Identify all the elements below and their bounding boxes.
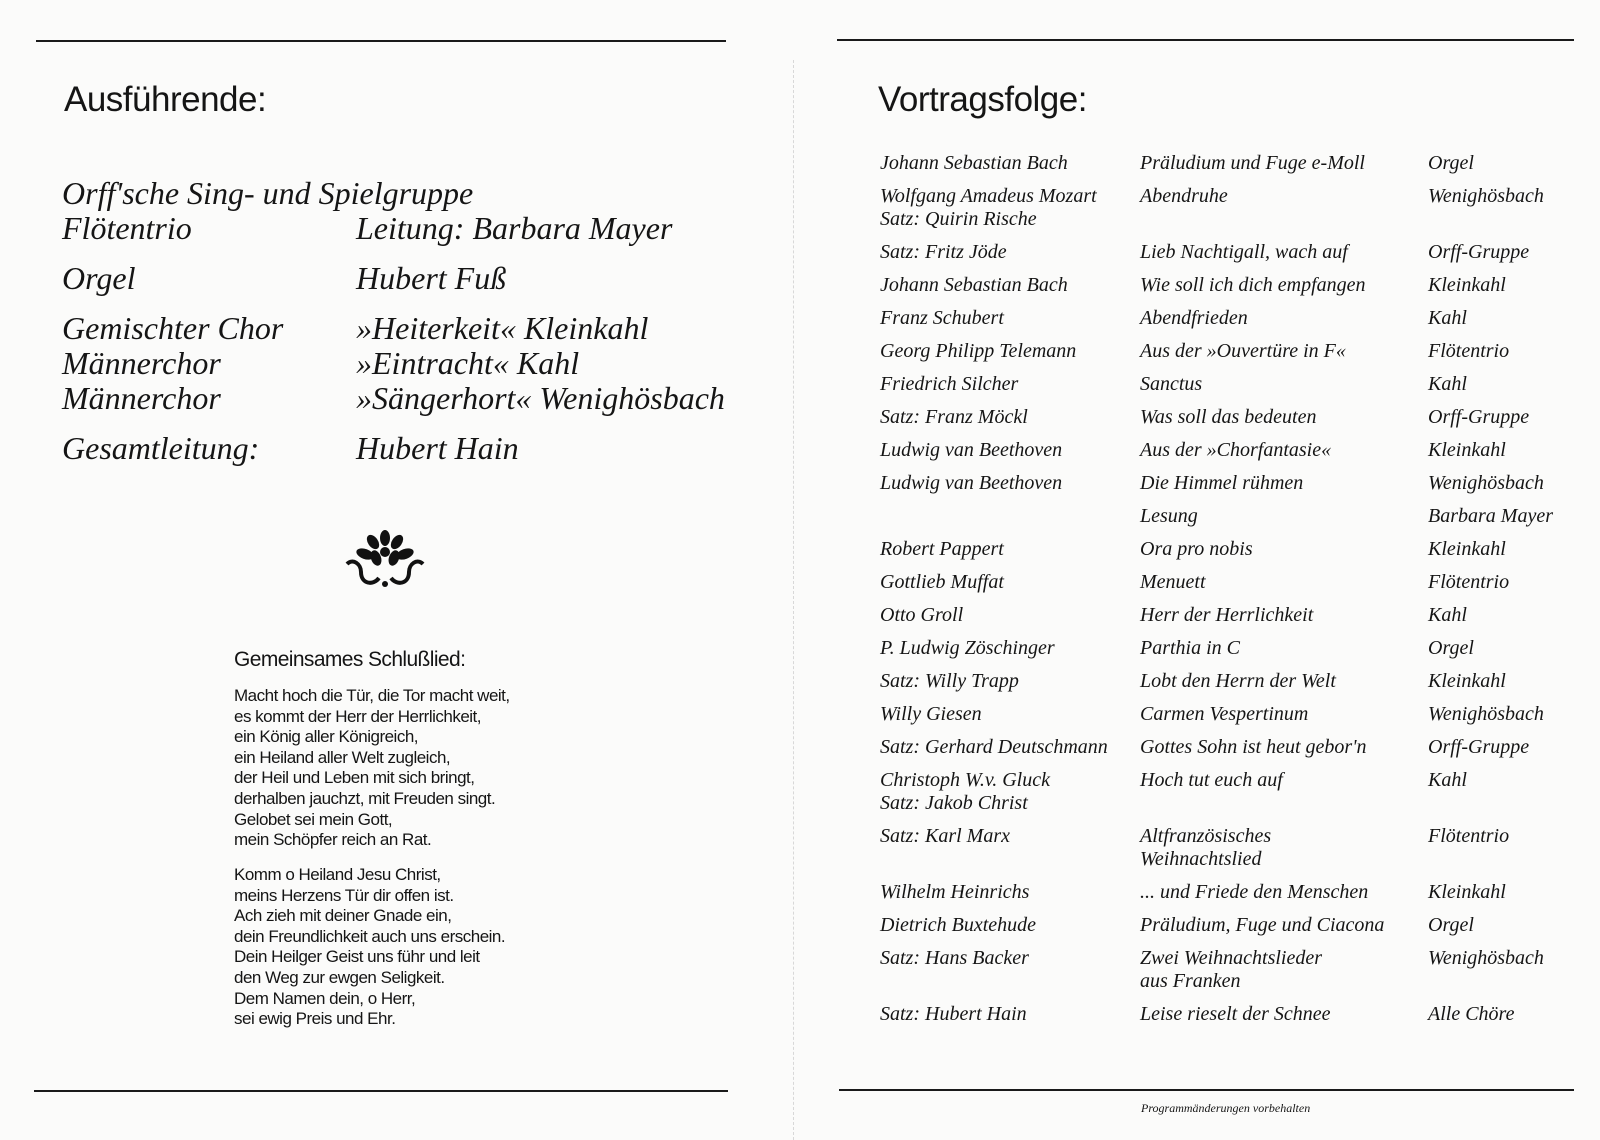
performer-name: Hubert Hain [356, 430, 519, 466]
program-composer-line: P. Ludwig Zöschinger [880, 637, 1055, 659]
program-performer: Flötentrio [1428, 571, 1510, 593]
program-composer-line: Franz Schubert [880, 307, 1004, 329]
program-composer-line: Ludwig van Beethoven [880, 472, 1063, 494]
program-composer-line: Satz: Quirin Rische [880, 208, 1037, 230]
program-composer [880, 274, 1140, 297]
song-line: meins Herzens Tür dir offen ist. [234, 885, 454, 905]
program-item [880, 1003, 1570, 1026]
left-page [0, 0, 790, 1140]
song-line: ein König aller Königreich, [234, 727, 419, 747]
performer-group [62, 431, 762, 466]
program-performer: Kahl [1428, 373, 1467, 395]
performer-row [62, 431, 762, 466]
program-title-line: Weihnachtslied [1140, 848, 1262, 870]
program-performer: Orgel [1428, 152, 1474, 174]
closing-song-title: Gemeinsames Schlußlied: [234, 648, 466, 671]
performer-group [62, 261, 762, 296]
program-performer: Orgel [1428, 637, 1474, 659]
program-performer: Flötentrio [1428, 340, 1510, 362]
program-title-line: Carmen Vespertinum [1140, 703, 1309, 725]
program-composer [880, 340, 1140, 363]
song-line: sei ewig Preis und Ehr. [234, 1009, 396, 1029]
song-stanza-1 [234, 686, 654, 851]
song-line: derhalben jauchzt, mit Freuden singt. [234, 788, 496, 808]
program-title-line: Was soll das bedeuten [1140, 406, 1317, 428]
performer-role: Männerchor [62, 380, 221, 416]
program-composer [880, 825, 1140, 871]
program-item [880, 914, 1570, 937]
program-title-line: Herr der Herrlichkeit [1140, 604, 1314, 626]
program-composer-line: Dietrich Buxtehude [880, 914, 1037, 936]
program-title-line: ... und Friede den Menschen [1140, 881, 1369, 903]
program-title [1140, 152, 1428, 175]
program-item [880, 505, 1570, 528]
program-item [880, 736, 1570, 759]
program-composer-line: Robert Pappert [880, 538, 1004, 560]
program-footnote: Programmänderungen vorbehalten [1141, 1101, 1311, 1115]
song-stanza-2 [234, 865, 654, 1030]
song-line: Ach zieh mit deiner Gnade ein, [234, 906, 452, 926]
song-line: mein Schöpfer reich an Rat. [234, 830, 432, 850]
program-composer [880, 406, 1140, 429]
program-title [1140, 274, 1428, 297]
program-composer [880, 439, 1140, 462]
program-item [880, 604, 1570, 627]
program-title [1140, 439, 1428, 462]
program-composer-line: Satz: Gerhard Deutschmann [880, 736, 1108, 758]
program-performer: Kleinkahl [1428, 881, 1506, 903]
program-composer [880, 505, 1140, 528]
program-title-line: Menuett [1140, 571, 1206, 593]
program-item [880, 274, 1570, 297]
performer-row [62, 381, 762, 416]
program-performer: Kleinkahl [1428, 439, 1506, 461]
program-item [880, 947, 1570, 993]
song-line: den Weg zur ewgen Seligkeit. [234, 967, 445, 987]
program-performer: Kleinkahl [1428, 274, 1506, 296]
program-title [1140, 736, 1428, 759]
program-item [880, 637, 1570, 660]
program-composer-line: Satz: Hubert Hain [880, 1003, 1027, 1025]
program-item [880, 307, 1570, 330]
program-title-line: Präludium und Fuge e-Moll [1140, 152, 1365, 174]
program-composer [880, 881, 1140, 904]
program-performer: Flötentrio [1428, 825, 1510, 847]
program-title [1140, 825, 1428, 871]
program-performer: Wenighösbach [1428, 472, 1544, 494]
program-title-line: Lobt den Herrn der Welt [1140, 670, 1336, 692]
program-performer: Kahl [1428, 307, 1467, 329]
program-composer-line: Friedrich Silcher [880, 373, 1019, 395]
program-composer [880, 604, 1140, 627]
performer-row [62, 176, 762, 211]
program-item [880, 406, 1570, 429]
program-composer-line: Ludwig van Beethoven [880, 439, 1063, 461]
program-composer-line: Satz: Hans Backer [880, 947, 1029, 969]
program-composer [880, 472, 1140, 495]
song-line: ein Heiland aller Welt zugleich, [234, 747, 451, 767]
program-item [880, 825, 1570, 871]
performer-name: »Heiterkeit« Kleinkahl [356, 310, 649, 346]
performers-heading: Ausführende: [64, 80, 267, 119]
program-title-line: Lieb Nachtigall, wach auf [1140, 241, 1348, 263]
song-line: es kommt der Herr der Herrlichkeit, [234, 706, 482, 726]
program-composer [880, 373, 1140, 396]
program-performer: Orgel [1428, 914, 1474, 936]
program-composer-line: Satz: Karl Marx [880, 825, 1010, 847]
program-title-line: aus Franken [1140, 970, 1241, 992]
program-item [880, 185, 1570, 231]
performer-name [356, 176, 762, 211]
song-line: der Heil und Leben mit sich bringt, [234, 768, 475, 788]
program-title [1140, 472, 1428, 495]
performers-list [62, 176, 762, 481]
performer-role: Männerchor [62, 345, 221, 381]
program-item [880, 241, 1570, 264]
program-composer-line: Satz: Fritz Jöde [880, 241, 1007, 263]
program-performer: Wenighösbach [1428, 947, 1544, 969]
program-item [880, 439, 1570, 462]
performer-name: Hubert Fuß [356, 260, 507, 296]
program-item [880, 670, 1570, 693]
program-item [880, 769, 1570, 815]
performer-role: Gesamtleitung: [62, 430, 260, 466]
program-performer: Wenighösbach [1428, 185, 1544, 207]
program-title [1140, 637, 1428, 660]
top-rule-left [36, 40, 726, 42]
program-title [1140, 505, 1428, 528]
program-title-line: Altfranzösisches [1140, 825, 1272, 847]
program-composer-line: Satz: Willy Trapp [880, 670, 1019, 692]
program-performer: Barbara Mayer [1428, 505, 1553, 527]
program-item [880, 571, 1570, 594]
program-item [880, 340, 1570, 363]
program-performer: Wenighösbach [1428, 703, 1544, 725]
program-composer-line: Christoph W.v. Gluck [880, 769, 1050, 791]
program-composer [880, 1003, 1140, 1026]
program-title [1140, 571, 1428, 594]
program-composer [880, 571, 1140, 594]
program-title [1140, 373, 1428, 396]
program-heading: Vortragsfolge: [878, 80, 1087, 119]
performer-role: Flötentrio [62, 210, 192, 246]
top-rule-right [837, 39, 1574, 41]
program-performer: Kahl [1428, 604, 1467, 626]
program-composer [880, 185, 1140, 231]
program-composer [880, 670, 1140, 693]
song-line: Gelobet sei mein Gott, [234, 809, 393, 829]
performer-name: »Eintracht« Kahl [356, 345, 580, 381]
program-composer-line: Wilhelm Heinrichs [880, 881, 1030, 903]
performer-name: »Sängerhort« Wenighösbach [356, 380, 725, 416]
program-composer-line: Satz: Jakob Christ [880, 792, 1028, 814]
program-performer: Orff-Gruppe [1428, 241, 1530, 263]
program-item [880, 152, 1570, 175]
performer-role: Orff'sche Sing- und Spielgruppe [62, 175, 474, 211]
performer-row [62, 211, 762, 246]
program-title-line: Parthia in C [1140, 637, 1241, 659]
program-title [1140, 1003, 1428, 1026]
song-line: Dem Namen dein, o Herr, [234, 988, 416, 1008]
program-composer [880, 769, 1140, 815]
program-title [1140, 604, 1428, 627]
song-line: Macht hoch die Tür, die Tor macht weit, [234, 686, 510, 705]
program-title-line: Lesung [1140, 505, 1198, 527]
program-composer-line: Georg Philipp Telemann [880, 340, 1077, 362]
program-title-line: Ora pro nobis [1140, 538, 1253, 560]
program-title [1140, 406, 1428, 429]
program-performer: Kahl [1428, 769, 1467, 791]
bottom-rule-right [839, 1089, 1574, 1091]
program-composer-line: Gottlieb Muffat [880, 571, 1004, 593]
program-composer [880, 914, 1140, 937]
program-title-line: Zwei Weihnachtslieder [1140, 947, 1323, 969]
program-title-line: Die Himmel rühmen [1140, 472, 1304, 494]
program-title-line: Leise rieselt der Schnee [1140, 1003, 1331, 1025]
program-title-line: Abendfrieden [1140, 307, 1248, 329]
program-item [880, 881, 1570, 904]
song-line: Komm o Heiland Jesu Christ, [234, 865, 441, 884]
program-title [1140, 340, 1428, 363]
program-performer: Kleinkahl [1428, 538, 1506, 560]
performer-role: Orgel [62, 260, 136, 296]
program-composer [880, 241, 1140, 264]
performer-group [62, 176, 762, 246]
program-title-line: Sanctus [1140, 373, 1203, 395]
program-composer [880, 538, 1140, 561]
program-performer: Alle Chöre [1428, 1003, 1515, 1025]
program-title [1140, 914, 1428, 937]
program-title [1140, 881, 1428, 904]
program-title-line: Abendruhe [1140, 185, 1228, 207]
program-composer [880, 152, 1140, 175]
program-composer [880, 703, 1140, 726]
program-performer: Kleinkahl [1428, 670, 1506, 692]
performer-row [62, 311, 762, 346]
program-composer-line: Johann Sebastian Bach [880, 274, 1068, 296]
program-composer [880, 736, 1140, 759]
program-composer [880, 947, 1140, 993]
program-composer [880, 307, 1140, 330]
program-item [880, 373, 1570, 396]
song-line: Dein Heilger Geist uns führ und leit [234, 947, 480, 967]
program-composer [880, 637, 1140, 660]
program-performer: Orff-Gruppe [1428, 406, 1530, 428]
performer-role: Gemischter Chor [62, 310, 284, 346]
program-composer-line: Otto Groll [880, 604, 964, 626]
program-title-line: Hoch tut euch auf [1140, 769, 1283, 791]
program-list [880, 152, 1570, 1036]
program-title [1140, 769, 1428, 815]
performer-name: Leitung: Barbara Mayer [356, 210, 673, 246]
program-title-line: Wie soll ich dich empfangen [1140, 274, 1366, 296]
program-item [880, 703, 1570, 726]
program-title [1140, 703, 1428, 726]
program-title [1140, 241, 1428, 264]
flower-ornament-icon [343, 528, 427, 598]
program-title [1140, 185, 1428, 231]
program-composer-line: Johann Sebastian Bach [880, 152, 1068, 174]
program-composer-line: Satz: Franz Möckl [880, 406, 1028, 428]
performer-row [62, 346, 762, 381]
program-title-line: Aus der »Ouvertüre in F« [1140, 340, 1346, 362]
program-title [1140, 538, 1428, 561]
program-title [1140, 670, 1428, 693]
program-item [880, 472, 1570, 495]
program-composer-line: Willy Giesen [880, 703, 982, 725]
program-title [1140, 947, 1428, 993]
program-title-line: Präludium, Fuge und Ciacona [1140, 914, 1385, 936]
song-line: dein Freundlichkeit auch uns erschein. [234, 926, 506, 946]
program-item [880, 538, 1570, 561]
bottom-rule-left [34, 1090, 728, 1092]
program-title-line: Gottes Sohn ist heut gebor'n [1140, 736, 1367, 758]
program-composer-line: Wolfgang Amadeus Mozart [880, 185, 1097, 207]
performer-row [62, 261, 762, 296]
program-title-line: Aus der »Chorfantasie« [1140, 439, 1332, 461]
performer-group [62, 311, 762, 416]
program-title [1140, 307, 1428, 330]
program-performer: Orff-Gruppe [1428, 736, 1530, 758]
